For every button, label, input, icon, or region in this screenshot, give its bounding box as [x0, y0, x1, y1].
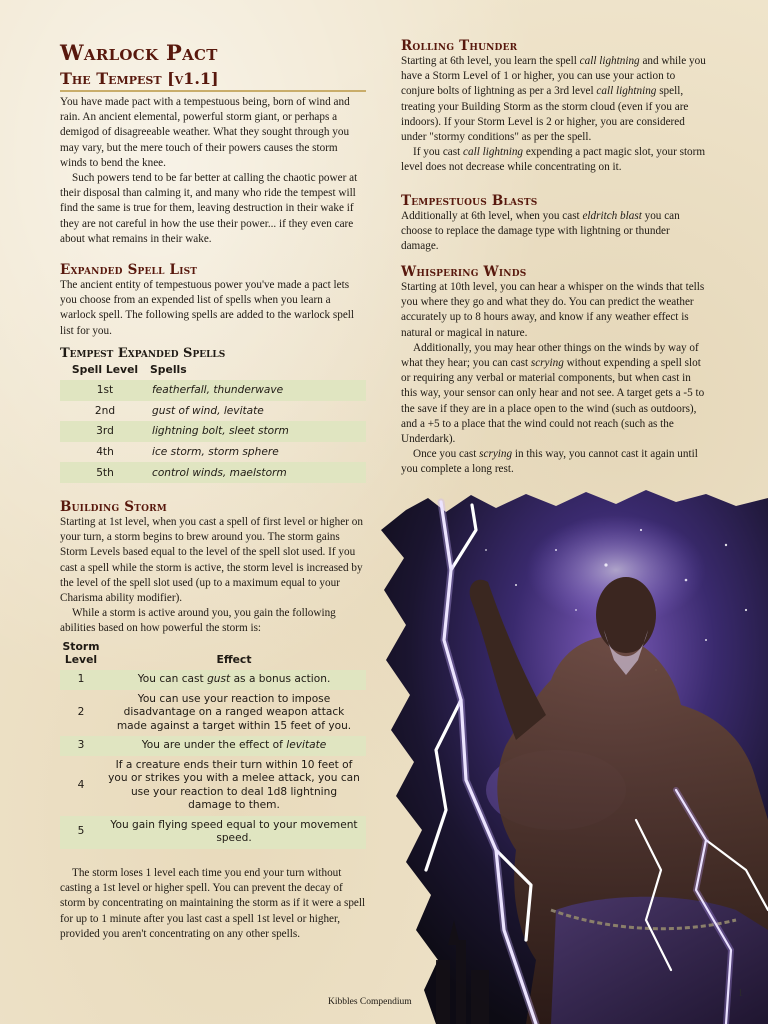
expanded-spell-section [60, 262, 366, 339]
expanded-spell-text: The ancient entity of tempestuous power you've made a pact lets you choose from an expended list of spells when you learn a warlock spell. The following spells are added to the warlock spell list for you. [60, 279, 355, 337]
text-run: If you cast [413, 146, 464, 159]
storm-table-section [60, 640, 366, 849]
spell-level-cell: 2nd [94, 404, 116, 417]
storm-effect-cell [102, 736, 366, 756]
building-storm-heading: Building Storm [60, 499, 167, 515]
spell-level-cell: 3rd [60, 421, 150, 442]
storm-giant-illustration [376, 490, 768, 1024]
spell-list-cell: lightning bolt, sleet storm [150, 421, 366, 442]
table-row [60, 756, 366, 816]
storm-level-cell: 2 [77, 706, 85, 718]
tempestuous-blasts-paragraph [401, 209, 707, 255]
spell-level-cell: 5th [60, 462, 150, 483]
storm-level-cell: 5 [60, 816, 102, 849]
spells-col-level: Spell Level [71, 363, 139, 376]
text-run: without expending a spell slot or requiring any verbal or material components, but when cast in this way, your sensor can only hear and not see. A target gets a -5 to the save if they are in a place open to the wind (such as outdoors), and a +5 to a place that the wind could not reach (such as the Underdark). [401, 357, 705, 446]
table-row [60, 736, 366, 756]
storm-effect-spell: levitate [286, 739, 327, 751]
tempestuous-blasts-section [401, 193, 707, 255]
table-row [60, 670, 366, 690]
spell-name: call lightning [579, 55, 640, 67]
storm-effect-text: You can cast [137, 673, 208, 685]
storm-level-cell: 4 [77, 778, 85, 791]
spell-level-cell: 1st [60, 380, 150, 401]
spell-name: call lightning [463, 146, 524, 159]
table-row [60, 380, 366, 401]
spells-col-spells: Spells [150, 363, 187, 376]
rolling-thunder-heading: Rolling Thunder [401, 38, 518, 54]
footer-text: Kibbles Compendium [328, 997, 412, 1007]
storm-effect-spell: gust [207, 673, 231, 685]
rolling-thunder-paragraph-2 [401, 145, 707, 175]
text-run: spell, treating your Building Storm as the storm cloud (even if you are indoors). If your Storm Level is 2 or higher, you are considered under "stormy conditions" as per the spell. [401, 85, 689, 144]
table-row [60, 401, 366, 422]
rolling-thunder-section [401, 38, 707, 176]
storm-effect-text: You are under the effect of [141, 739, 287, 751]
storm-col-level-line-2: Level [64, 653, 98, 666]
spell-name: call lightning [596, 85, 657, 98]
storm-effect-cell: You can use your reaction to impose disadvantage on a ranged weapon attack made against a target within 15 feet of you. [116, 692, 352, 732]
whispering-winds-paragraph-3 [401, 447, 707, 477]
storm-decay-paragraph: The storm loses 1 level each time you end your turn without casting a 1st level or higher spell. You can prevent the decay of storm by concentrating on maintaining the storm as if it were a spell for up to 1 minute after you last cast a spell 1st level or higher, provided you aren't concentrating on any other spells. [60, 867, 366, 940]
storm-decay-section [60, 866, 366, 942]
text-run: Additionally, you may hear other things on the winds by way of what they hear; you can cast [401, 341, 699, 370]
storm-col-effect: Effect [216, 653, 252, 666]
whispering-winds-section [401, 264, 707, 478]
rolling-thunder-paragraph-1 [401, 54, 707, 145]
text-run: in this way, you cannot cast it again until you complete a long rest. [401, 448, 698, 476]
storm-table [60, 640, 366, 849]
whispering-winds-paragraph-1: Starting at 10th level, you can hear a whisper on the winds that tells you where they go and what they do. You can predict the weather accurately up to 8 hours away, and know if any weather effect is natural or magical in nature. [401, 281, 705, 339]
building-storm-paragraph-1: Starting at 1st level, when you cast a spell of first level or higher on your turn, a storm begins to brew around you. The storm gains Storm Levels based equal to the level of the spell slot used. If you cast a spell while the storm is active, the storm level is increased by the level of the spell slot used (up to a maximum equal to your Charisma ability modifier). [60, 516, 363, 605]
subclass-title: The Tempest [v1.1] [60, 69, 366, 92]
spells-table-section [60, 346, 366, 483]
table-row [60, 462, 366, 483]
table-row [60, 816, 366, 849]
page-number: 1 [738, 988, 743, 999]
spell-list-cell: control winds, maelstorm [150, 462, 366, 483]
building-storm-section [60, 499, 366, 637]
spell-name: scrying [479, 448, 513, 461]
expanded-spell-heading: Expanded Spell List [60, 262, 198, 278]
storm-effect-cell [102, 670, 366, 690]
whispering-winds-heading: Whispering Winds [401, 264, 527, 280]
spells-table-heading: Tempest Expanded Spells [60, 346, 226, 361]
text-run: Once you cast [413, 448, 480, 461]
storm-col-level-line-1: Storm [62, 640, 100, 653]
intro-paragraph-1: You have made pact with a tempestuous being, born of wind and rain. An ancient elemental, powerful storm giant, or perhaps a demigod of disagreeable weather. What they sought through you may vary, but the mere touch of their powers causes the storm winds to bend the knee. [60, 96, 350, 169]
intro-paragraph-2: Such powers tend to be far better at calling the chaotic power at their disposal than calming it, and many who ride the tempest will find the same is true for them, leaving destruction in their wake if they are not careful in how the use their power... if they even care about what remains in their wake. [60, 172, 358, 245]
spell-list-cell: ice storm, storm sphere [152, 446, 279, 459]
page-title: Warlock Pact [60, 40, 218, 65]
storm-effect-cell: If a creature ends their turn within 10 feet of you or strikes you with a melee attack, you can use your reaction to deal 1d8 lightning damage to them. [108, 758, 360, 811]
spell-list-cell: featherfall, thunderwave [150, 380, 366, 401]
spells-table [60, 361, 366, 483]
building-storm-paragraph-2: While a storm is active around you, you gain the following abilities based on how powerful the storm is: [60, 607, 336, 635]
storm-level-cell: 3 [60, 736, 102, 756]
table-row [60, 421, 366, 442]
storm-effect-text: as a bonus action. [230, 673, 331, 685]
spell-list-cell: gust of wind, levitate [152, 404, 264, 417]
table-row [60, 690, 366, 737]
text-run: you can choose to replace the damage type with lightning or thunder damage. [401, 210, 680, 253]
storm-col-level [60, 640, 102, 670]
spell-name: eldritch blast [582, 210, 642, 222]
whispering-winds-paragraph-2 [401, 341, 707, 447]
text-run: and while you have a Storm Level of 1 or higher, you can use your action to conjure bolts of lightning as per a 3rd level [401, 55, 706, 98]
storm-effect-cell: You gain flying speed equal to your movement speed. [102, 816, 366, 849]
table-row [60, 442, 366, 463]
intro-section [60, 95, 366, 247]
text-run: Additionally at 6th level, when you cast [401, 210, 583, 222]
text-run: Starting at 6th level, you learn the spell [401, 55, 580, 67]
text-run: expending a pact magic slot, your storm level does not decrease while concentrating on it. [401, 146, 706, 174]
spell-name: scrying [530, 357, 564, 370]
storm-level-cell: 1 [60, 670, 102, 690]
spell-level-cell: 4th [96, 446, 114, 459]
tempestuous-blasts-heading: Tempestuous Blasts [401, 193, 538, 209]
